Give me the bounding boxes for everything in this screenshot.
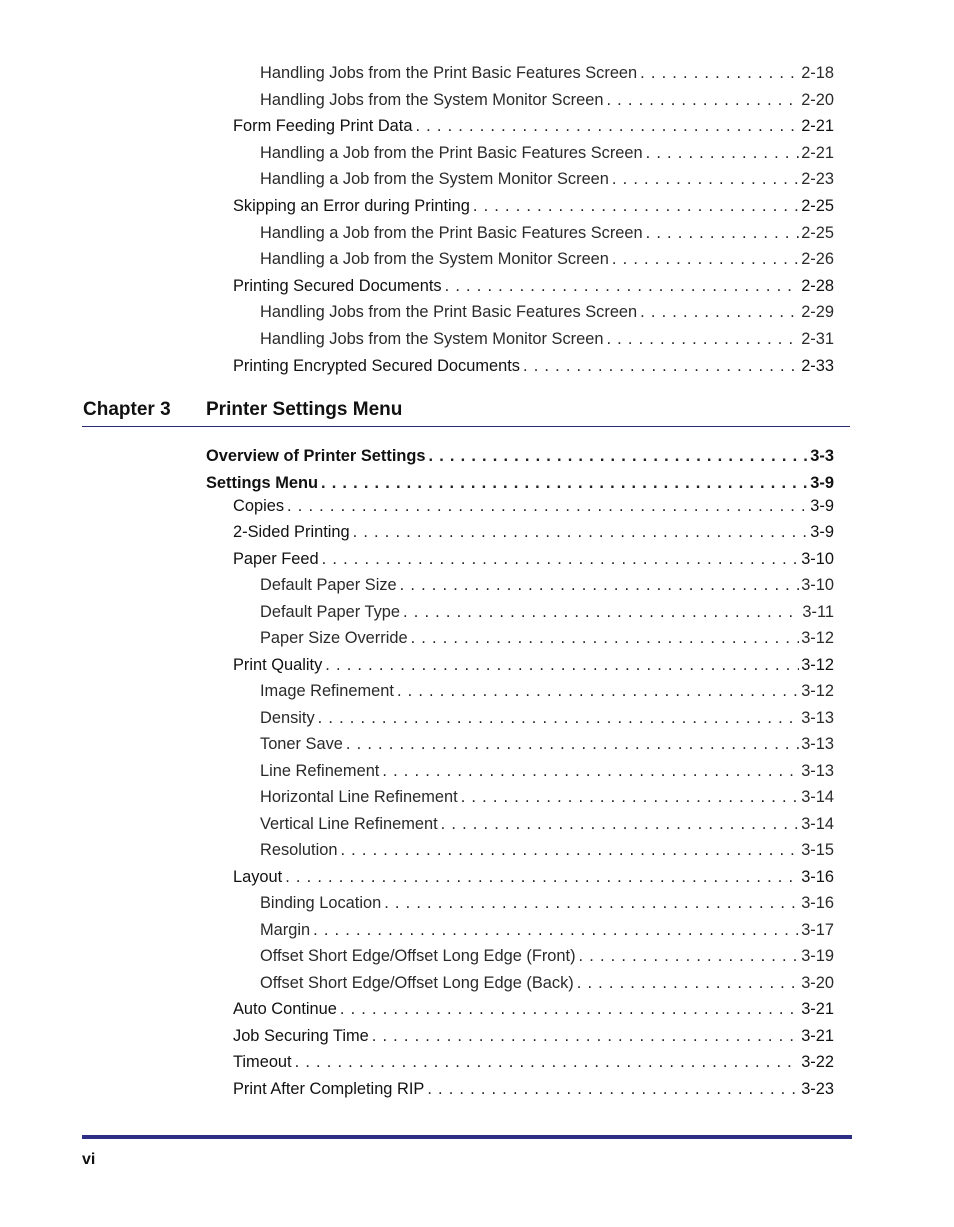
toc-entry-page: 3-21 xyxy=(801,1000,834,1018)
toc-entry[interactable] xyxy=(260,143,834,163)
chapter-heading xyxy=(82,398,850,427)
toc-entry-page: 2-29 xyxy=(801,303,834,322)
toc-entry[interactable] xyxy=(260,329,834,349)
toc-entry-page: 2-23 xyxy=(801,170,834,189)
toc-entry-title: Handling a Job from the System Monitor Screen xyxy=(260,250,609,269)
toc-entry-page: 3-11 xyxy=(802,602,834,621)
toc-entry[interactable] xyxy=(260,946,834,966)
toc-entry[interactable] xyxy=(260,761,834,781)
toc-entry[interactable] xyxy=(260,734,834,754)
chapter-number: Chapter 3 xyxy=(83,399,171,420)
toc-entry[interactable] xyxy=(260,708,834,728)
toc-entry-page: 3-15 xyxy=(801,841,834,859)
toc-entry-page: 2-33 xyxy=(801,356,834,375)
toc-entry-page: 3-13 xyxy=(801,708,834,727)
toc-entry-title: Image Refinement xyxy=(260,682,394,700)
toc-entry-title: Resolution xyxy=(260,841,338,859)
dot-leader xyxy=(325,655,799,675)
toc-entry-page: 2-31 xyxy=(801,330,834,348)
toc-entry-page: 3-12 xyxy=(801,629,834,647)
toc-entry-title: Printing Encrypted Secured Documents xyxy=(233,356,520,375)
dot-leader xyxy=(346,734,799,754)
toc-entry-page: 2-26 xyxy=(801,250,834,269)
toc-entry-title: Handling Jobs from the Print Basic Features Screen xyxy=(260,303,638,322)
toc-entry-title: Paper Feed xyxy=(233,549,319,568)
toc-entry-page: 3-22 xyxy=(801,1053,834,1071)
toc-entry[interactable] xyxy=(260,920,834,940)
toc-entry-title: Binding Location xyxy=(260,894,382,912)
toc-entry[interactable] xyxy=(260,602,834,622)
toc-entry-title: Toner Save xyxy=(260,735,343,753)
toc-entry-page: 3-13 xyxy=(801,761,834,780)
toc-entry[interactable] xyxy=(260,973,834,993)
toc-entry[interactable] xyxy=(260,249,834,269)
toc-entry-page: 3-14 xyxy=(801,788,834,806)
toc-entry-title: Settings Menu xyxy=(206,474,319,492)
toc-entry-title: Handling a Job from the Print Basic Features Screen xyxy=(260,223,643,242)
toc-entry[interactable] xyxy=(233,356,834,376)
toc-entry[interactable] xyxy=(233,496,834,516)
toc-entry-title: Handling Jobs from the Print Basic Features Screen xyxy=(260,64,638,82)
dot-leader xyxy=(579,946,800,966)
dot-leader xyxy=(353,522,809,542)
dot-leader xyxy=(646,223,800,243)
dot-leader xyxy=(415,116,799,136)
toc-entry[interactable] xyxy=(260,787,834,807)
toc-entry[interactable] xyxy=(206,473,834,493)
toc-entry[interactable] xyxy=(233,522,834,542)
toc-entry-title: Overview of Printer Settings xyxy=(206,447,426,465)
toc-entry-page: 3-9 xyxy=(810,474,834,492)
toc-entry-title: Handling a Job from the Print Basic Features Screen xyxy=(260,143,643,162)
toc-entry-page: 2-21 xyxy=(801,117,834,136)
dot-leader xyxy=(612,169,799,189)
toc-entry-page: 2-28 xyxy=(801,276,834,295)
toc-entry-title: Layout xyxy=(233,867,283,886)
toc-entry[interactable] xyxy=(260,223,834,243)
page-number: vi xyxy=(82,1151,96,1168)
toc-entry[interactable] xyxy=(233,1079,834,1099)
toc-entry[interactable] xyxy=(260,63,834,83)
dot-leader xyxy=(321,473,808,493)
toc-entry-title: 2-Sided Printing xyxy=(233,523,350,541)
toc-entry-page: 3-3 xyxy=(810,447,834,465)
toc-entry[interactable] xyxy=(260,681,834,701)
toc-entry-title: Default Paper Size xyxy=(260,576,397,594)
toc-entry-title: Form Feeding Print Data xyxy=(233,117,413,136)
toc-entry-page: 3-19 xyxy=(801,947,834,965)
toc-entry[interactable] xyxy=(260,628,834,648)
dot-leader xyxy=(340,999,799,1019)
dot-leader xyxy=(313,920,799,940)
dot-leader xyxy=(461,787,799,807)
toc-entry[interactable] xyxy=(260,575,834,595)
dot-leader xyxy=(403,602,800,622)
toc-entry[interactable] xyxy=(260,302,834,322)
toc-entry-title: Print Quality xyxy=(233,655,323,674)
chapter-title: Printer Settings Menu xyxy=(206,399,403,420)
footer-rule xyxy=(82,1135,852,1139)
toc-entry-title: Print After Completing RIP xyxy=(233,1079,425,1098)
dot-leader xyxy=(640,302,799,322)
dot-leader xyxy=(411,628,800,648)
toc-entry-title: Handling a Job from the System Monitor Screen xyxy=(260,170,609,189)
toc-entry[interactable] xyxy=(233,549,834,569)
toc-entry[interactable] xyxy=(233,1052,834,1072)
toc-entry-page: 3-9 xyxy=(810,496,834,515)
dot-leader xyxy=(646,143,800,163)
toc-entry-page: 3-21 xyxy=(801,1026,834,1045)
toc-entry-page: 3-12 xyxy=(801,655,834,674)
toc-entry-page: 2-25 xyxy=(801,223,834,242)
toc-entry[interactable] xyxy=(260,814,834,834)
toc-entry-page: 3-12 xyxy=(801,682,834,700)
toc-entry-page: 3-13 xyxy=(801,735,834,753)
toc-entry-title: Horizontal Line Refinement xyxy=(260,788,458,806)
toc-entry-page: 2-25 xyxy=(801,197,834,215)
toc-entry[interactable] xyxy=(206,446,834,466)
toc-entry-page: 3-14 xyxy=(801,814,834,833)
dot-leader xyxy=(340,840,799,860)
toc-entry-title: Margin xyxy=(260,920,311,939)
dot-leader xyxy=(397,681,799,701)
dot-leader xyxy=(287,496,808,516)
dot-leader xyxy=(285,867,799,887)
toc-entry[interactable] xyxy=(233,276,834,296)
toc-entry[interactable] xyxy=(233,867,834,887)
toc-entry[interactable] xyxy=(233,116,834,136)
toc-entry-title: Handling Jobs from the System Monitor Screen xyxy=(260,90,604,109)
dot-leader xyxy=(384,893,799,913)
dot-leader xyxy=(441,814,800,834)
toc-entry[interactable] xyxy=(233,655,834,675)
toc-entry-title: Offset Short Edge/Offset Long Edge (Back) xyxy=(260,973,574,992)
dot-leader xyxy=(612,249,799,269)
dot-leader xyxy=(429,446,809,466)
dot-leader xyxy=(295,1052,800,1072)
toc-entry-page: 3-23 xyxy=(801,1079,834,1098)
toc-entry-page: 3-10 xyxy=(801,576,834,594)
toc-entry-page: 3-20 xyxy=(801,973,834,992)
toc-entry-title: Vertical Line Refinement xyxy=(260,814,438,833)
dot-leader xyxy=(523,356,799,376)
dot-leader xyxy=(372,1026,799,1046)
dot-leader xyxy=(640,63,799,83)
toc-entry-page: 3-9 xyxy=(810,523,834,541)
toc-entry-title: Handling Jobs from the System Monitor Screen xyxy=(260,330,604,348)
toc-entry-page: 3-17 xyxy=(801,920,834,939)
dot-leader xyxy=(318,708,800,728)
toc-entry-title: Default Paper Type xyxy=(260,602,401,621)
toc-entry-title: Timeout xyxy=(233,1053,292,1071)
toc-entry-page: 2-20 xyxy=(801,90,834,109)
toc-entry[interactable] xyxy=(260,169,834,189)
toc-entry[interactable] xyxy=(233,999,834,1019)
dot-leader xyxy=(577,973,799,993)
toc-entry[interactable] xyxy=(233,196,834,216)
toc-entry-page: 3-16 xyxy=(801,867,834,886)
toc-entry[interactable] xyxy=(260,90,834,110)
toc-entry-page: 3-10 xyxy=(801,549,834,568)
toc-entry-title: Printing Secured Documents xyxy=(233,276,442,295)
toc-entry-title: Auto Continue xyxy=(233,1000,337,1018)
toc-entry-title: Copies xyxy=(233,496,285,515)
dot-leader xyxy=(400,575,800,595)
dot-leader xyxy=(606,90,799,110)
dot-leader xyxy=(322,549,800,569)
dot-leader xyxy=(473,196,799,216)
toc-entry[interactable] xyxy=(260,840,834,860)
toc-entry-page: 2-21 xyxy=(801,143,834,162)
dot-leader xyxy=(606,329,799,349)
dot-leader xyxy=(427,1079,799,1099)
toc-entry-title: Line Refinement xyxy=(260,761,380,780)
toc-entry-title: Skipping an Error during Printing xyxy=(233,197,470,215)
toc-entry-title: Paper Size Override xyxy=(260,629,408,647)
dot-leader xyxy=(445,276,800,296)
toc-entry-title: Density xyxy=(260,708,315,727)
toc-entry[interactable] xyxy=(260,893,834,913)
toc-entry-title: Offset Short Edge/Offset Long Edge (Front) xyxy=(260,947,576,965)
toc-entry[interactable] xyxy=(233,1026,834,1046)
toc-entry-title: Job Securing Time xyxy=(233,1026,369,1045)
dot-leader xyxy=(382,761,799,781)
toc-entry-page: 2-18 xyxy=(801,64,834,82)
toc-entry-page: 3-16 xyxy=(801,894,834,912)
